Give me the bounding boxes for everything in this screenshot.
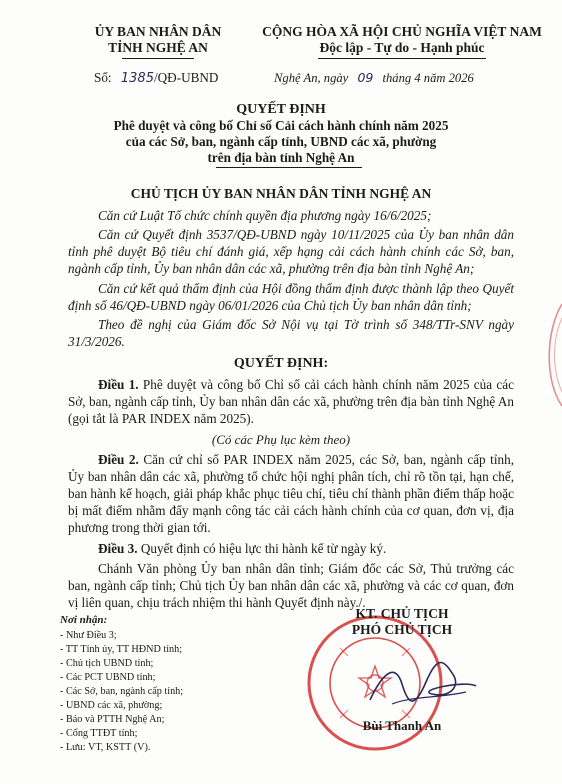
handwritten-signature-icon xyxy=(362,652,482,722)
basis-2: Căn cứ Quyết định 3537/QĐ-UBND ngày 10/11/2025 của Ủy ban nhân dân tỉnh phê duyệt Bộ tiêu chí đánh giá, xếp hạng cải cách hành chính các Sở, ban, ngành cấp tỉnh, Ủy ban nhân dân các xã, phường trên địa bàn tỉnh Nghệ An; xyxy=(68,227,514,276)
issuer-underline xyxy=(122,58,194,59)
decision-heading: QUYẾT ĐỊNH: xyxy=(233,356,329,371)
article-1 xyxy=(68,376,514,427)
signer-name: Bùi Thanh An xyxy=(362,718,442,733)
recipient-item: - TT Tỉnh ủy, TT HĐND tỉnh; xyxy=(60,644,183,655)
article-3-label: Điều 3. xyxy=(98,541,138,556)
article-3-responsibility: Chánh Văn phòng Ủy ban nhân dân tỉnh; Giám đốc các Sở, Thủ trưởng các ban, ngành cấp tỉnh; Chủ tịch Ủy ban nhân dân các xã, phường và các cơ quan, đơn vị liên quan, chịu trách nhiệm thi hành Quyết định này./. xyxy=(68,561,514,610)
recipient-item: - Các PCT UBND tỉnh; xyxy=(60,672,156,683)
signature-title-2: PHÓ CHỦ TỊCH xyxy=(351,622,453,637)
article-2 xyxy=(68,451,514,536)
edge-stamp-icon xyxy=(540,300,562,410)
recipient-item: - Báo và PTTH Nghệ An; xyxy=(60,714,165,725)
number-prefix: Số: xyxy=(94,70,112,85)
title-underline xyxy=(216,167,362,168)
issuer-line2: TỈNH NGHỆ AN xyxy=(108,40,208,55)
recipient-item: - Các Sở, ban, ngành cấp tỉnh; xyxy=(60,686,184,697)
nation-title: CỘNG HÒA XÃ HỘI CHỦ NGHĨA VIỆT NAM xyxy=(262,24,542,39)
article-1-text: Phê duyệt và công bố Chỉ số cải cách hành chính năm 2025 của các Sở, ban, ngành cấp tỉnh, Ủy ban nhân dân các xã, phường trên địa bàn tỉnh Nghệ An (gọi tắt là PAR INDEX năm 2025). xyxy=(68,377,514,426)
recipient-item: - Cổng TTĐT tỉnh; xyxy=(60,728,138,739)
basis-1: Căn cứ Luật Tổ chức chính quyền địa phương ngày 16/6/2025; xyxy=(98,208,432,223)
article-3 xyxy=(68,540,514,557)
basis-3: Căn cứ kết quả thẩm định của Hội đồng thẩm định được thành lập theo Quyết định số 46/QĐ-UBND ngày 06/01/2026 của Chủ tịch Ủy ban nhân dân tỉnh; xyxy=(68,281,514,313)
document-number xyxy=(94,70,218,86)
nation-motto: Độc lập - Tự do - Hạnh phúc xyxy=(319,40,485,55)
recipient-item: - Như Điều 3; xyxy=(60,630,117,641)
recipient-item: - Lưu: VT, KSTT (V). xyxy=(60,742,151,753)
article-2-label: Điều 2. xyxy=(98,452,139,467)
place-date xyxy=(274,70,474,86)
article-1-label: Điều 1. xyxy=(98,377,139,392)
article-3-text: Quyết định có hiệu lực thi hành kể từ ngày ký. xyxy=(137,541,387,556)
subtitle-line1: Phê duyệt và công bố Chỉ số Cải cách hành chính năm 2025 xyxy=(113,118,449,133)
document-heading: QUYẾT ĐỊNH xyxy=(236,102,326,117)
recipients-heading: Nơi nhận: xyxy=(60,614,108,626)
basis-4: Theo đề nghị của Giám đốc Sở Nội vụ tại Tờ trình số 348/TTr-SNV ngày 31/3/2026. xyxy=(68,317,514,349)
number-handwritten: 1385 xyxy=(120,71,154,86)
issuer-line1: ỦY BAN NHÂN DÂN xyxy=(94,24,222,39)
place-date-month: tháng 4 năm 2026 xyxy=(382,71,474,85)
recipient-item: - Chủ tịch UBND tỉnh; xyxy=(60,658,154,669)
place-date-prefix: Nghệ An, ngày xyxy=(274,71,349,85)
recipient-item: - UBND các xã, phường; xyxy=(60,700,163,711)
article-1-note: (Có các Phụ lục kèm theo) xyxy=(211,432,351,447)
authority-heading: CHỦ TỊCH ỦY BAN NHÂN DÂN TỈNH NGHỆ AN xyxy=(130,186,432,201)
article-2-text: Căn cứ chỉ số PAR INDEX năm 2025, các Sở, ban, ngành cấp tỉnh, Ủy ban nhân dân các xã, phường tổ chức hội nghị phân tích, chỉ rõ tồn tại, hạn chế, ban hành kế hoạch, giải pháp khắc phục tiêu chí, tiêu chí thành phần điểm thấp hoặc bị mất điểm nhằm đẩy mạnh công tác cải cách hành chính của cơ quan, đơn vị, địa phương trong thời gian tới. xyxy=(68,452,514,535)
subtitle-line3: trên địa bàn tỉnh Nghệ An xyxy=(207,150,355,165)
motto-underline xyxy=(318,58,486,59)
number-suffix: /QĐ-UBND xyxy=(153,70,219,85)
day-handwritten: 09 xyxy=(357,70,374,85)
subtitle-line2: của các Sở, ban, ngành cấp tỉnh, UBND các xã, phường xyxy=(125,134,437,149)
signature-title-1: KT. CHỦ TỊCH xyxy=(355,606,449,621)
